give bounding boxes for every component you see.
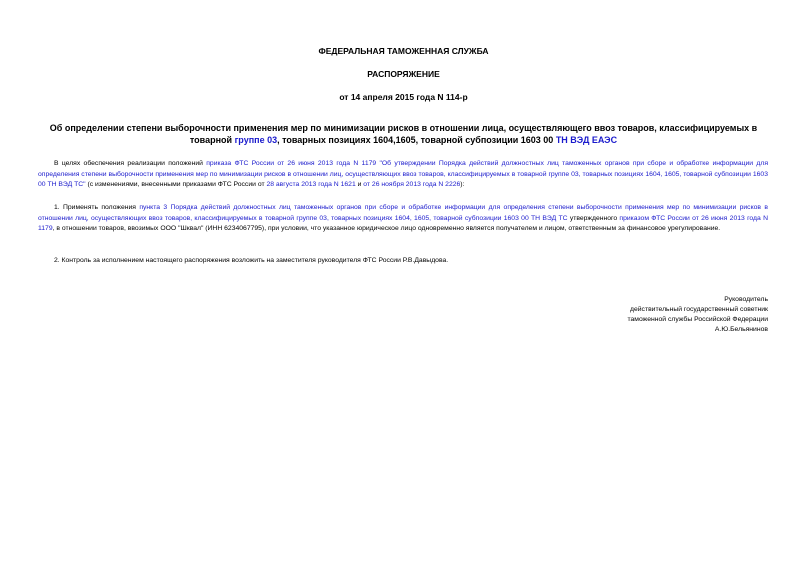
title-text: Об определении степени выборочности применения мер по минимизации рисков в отношении лица, осуществляющего ввоз товаров, классифицируемых в товарной xyxy=(49,123,758,145)
title-link-group-03[interactable]: группе 03 xyxy=(234,135,278,145)
document-title xyxy=(40,122,767,146)
document-date-number: от 14 апреля 2015 года N 114-р xyxy=(339,92,468,102)
title-link-tn-ved[interactable]: ТН ВЭД ЕАЭС xyxy=(555,135,618,145)
item-1-text: 1. Применять положения xyxy=(54,204,140,211)
signature-service: таможенной службы Российской Федерации xyxy=(627,316,768,323)
item-1-paragraph xyxy=(38,203,768,235)
document-type: РАСПОРЯЖЕНИЕ xyxy=(367,69,440,79)
item-1-link-order-1179[interactable]: приказом ФТС России от 26 июня 2013 года N 1179 xyxy=(38,214,768,232)
item-1-text: утвержденного xyxy=(567,214,620,222)
item-2-paragraph: 2. Контроль за исполнением настоящего распоряжения возложить на заместителя руководителя ФТС России Р.В.Давыдова. xyxy=(54,257,449,264)
signature-position: Руководитель xyxy=(724,296,768,303)
preamble-link-order-2226[interactable]: от 26 ноября 2013 года N 2226 xyxy=(363,181,461,188)
preamble-text: В целях обеспечения реализации положений xyxy=(54,160,207,167)
signature-rank: действительный государственный советник xyxy=(630,306,768,313)
preamble-text: ): xyxy=(460,181,465,188)
preamble-text: и xyxy=(355,181,364,188)
preamble-text: (с изменениями, внесенными приказами ФТС России от xyxy=(85,181,267,188)
agency-heading: ФЕДЕРАЛЬНАЯ ТАМОЖЕННАЯ СЛУЖБА xyxy=(318,46,489,56)
signature-block xyxy=(627,295,768,335)
preamble-link-order-1179[interactable]: приказа ФТС России от 26 июня 2013 года N 1179 "Об утверждении Порядка действий должностных лиц таможенных органов при сборе и обработке информации для определения степени выборочности применения мер по минимизации рисков в отношении лиц, осуществляющих ввоз товаров, классифицируемых в товарной группе 03, товарных позициях 1604, 1605, товарной субпозиции 1603 00 ТН ВЭД ТС" xyxy=(38,160,768,188)
title-text: , товарных позициях 1604,1605, товарной субпозиции 1603 00 xyxy=(277,135,556,145)
preamble-paragraph xyxy=(38,159,768,191)
preamble-link-order-1621[interactable]: 28 августа 2013 года N 1621 xyxy=(266,181,356,188)
item-1-link-procedure-p3[interactable]: пункта 3 Порядка действий должностных лиц таможенных органов при сборе и обработке информации для определения степени выборочности применения мер по минимизации рисков в отношении лиц, осуществляющих ввоз товаров, классифицируемых в товарной группе 03, товарных позициях 1604, 1605, товарной субпозиции 1603 00 ТН ВЭД ТС xyxy=(38,204,768,222)
item-1-text: , в отношении товаров, ввозимых ООО "Шквал" (ИНН 6234067795), при условии, что указанное юридическое лицо одновременно является получателем и лицом, ответственным за финансовое урегулирование. xyxy=(52,225,721,232)
signature-name: А.Ю.Бельянинов xyxy=(714,326,768,333)
